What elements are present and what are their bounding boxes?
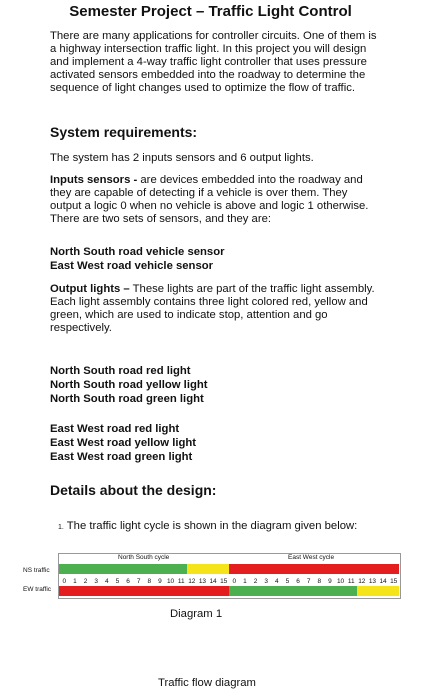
timing-tick-label: 6 (126, 578, 130, 585)
timing-tick-label: 3 (264, 578, 268, 585)
timing-tick-label: 7 (136, 578, 141, 585)
flow-caption: Traffic flow diagram (158, 677, 256, 689)
system-requirements-text: The system has 2 inputs sensors and 6 output lights. (50, 152, 314, 164)
ns-light-item: North South road yellow light (50, 379, 208, 391)
timing-tick-label: 15 (220, 578, 228, 585)
list-number: 1. (58, 524, 64, 531)
outputs-text: These lights are part of the traffic light assembly. Each light assembly contains three light colored red, yellow and green, which are used to indicate stop, attention and go respectively. (50, 283, 375, 334)
list-item-1 (58, 520, 378, 534)
timing-tick-label: 9 (328, 578, 332, 585)
ns-light-item: North South road green light (50, 393, 204, 405)
timing-segment-ew-red (59, 586, 229, 596)
timing-tick-label: 8 (317, 578, 322, 585)
ew-light-item: East West road green light (50, 451, 193, 463)
timing-tick-label: 15 (390, 578, 398, 585)
inputs-text: are devices embedded into the roadway and they are capable of detecting if a vehicle is over them. They output a logic 0 when no vehicle is above and logic 1 otherwise. There are two sets of sensors, and they are: (50, 174, 369, 225)
timing-tick-label: 13 (368, 578, 377, 585)
list-item-text: The traffic light cycle is shown in the diagram given below: (66, 520, 358, 532)
timing-tick-label: 2 (83, 578, 88, 585)
timing-tick-label: 3 (94, 578, 98, 585)
ew-light-item: East West road yellow light (50, 437, 197, 449)
sensor-item: East West road vehicle sensor (50, 260, 214, 272)
timing-tick-label: 11 (177, 578, 185, 585)
ns-light-item: North South road red light (50, 365, 191, 377)
timing-tick-label: 10 (166, 578, 175, 585)
diagram-caption: Diagram 1 (170, 608, 223, 620)
timing-tick-label: 7 (306, 578, 311, 585)
timing-tick-label: 4 (275, 578, 279, 585)
timing-tick-label: 9 (158, 578, 162, 585)
timing-tick-label: 5 (285, 578, 290, 585)
timing-tick-label: 5 (115, 578, 120, 585)
timing-segment-ns-yellow (187, 564, 230, 574)
row-label-ns: NS traffic (23, 567, 50, 574)
timing-tick-label: 11 (347, 578, 355, 585)
sensor-item: North South road vehicle sensor (50, 246, 225, 258)
timing-tick-label: 0 (62, 578, 67, 585)
timing-tick-label: 8 (147, 578, 152, 585)
intro-paragraph: There are many applications for controller circuits. One of them is a highway intersection traffic light. In this project you will design and implement a 4-way traffic light controller that uses pressure activated sensors embedded into the roadway to determine the sequence of light changes used to optimize the flow of traffic. (50, 30, 377, 94)
inputs-lead: Inputs sensors - (50, 174, 138, 186)
timing-segment-ns-red (229, 564, 399, 574)
timing-tick-label: 1 (243, 578, 247, 585)
timing-tick-label: 2 (253, 578, 258, 585)
timing-tick-label: 13 (198, 578, 207, 585)
timing-tick-label: 6 (296, 578, 300, 585)
timing-tick-label: 14 (379, 578, 387, 585)
timing-tick-label: 1 (73, 578, 77, 585)
sensor-list (50, 245, 225, 273)
timing-tick-label: 10 (336, 578, 345, 585)
timing-tick-label: 12 (188, 578, 196, 585)
timing-tick-label: 14 (209, 578, 217, 585)
ns-lights-list (50, 364, 208, 406)
timing-segment-ew-yellow (357, 586, 400, 596)
cycle-label-ew: East West cycle (288, 554, 335, 561)
document-title: Semester Project – Traffic Light Control (69, 3, 352, 20)
cycle-label-ns: North South cycle (118, 554, 170, 561)
row-label-ew: EW traffic (23, 586, 52, 593)
timing-segment-ew-green (229, 586, 357, 596)
inputs-paragraph (50, 174, 380, 226)
timing-tick-label: 0 (232, 578, 237, 585)
details-heading: Details about the design: (50, 482, 217, 498)
system-requirements-heading: System requirements: (50, 124, 198, 140)
outputs-lead: Output lights – (50, 283, 130, 295)
ew-light-item: East West road red light (50, 423, 180, 435)
timing-segment-ns-green (59, 564, 187, 574)
ew-lights-list (50, 422, 196, 464)
outputs-paragraph (50, 283, 380, 335)
timing-tick-label: 12 (358, 578, 366, 585)
timing-tick-label: 4 (105, 578, 109, 585)
